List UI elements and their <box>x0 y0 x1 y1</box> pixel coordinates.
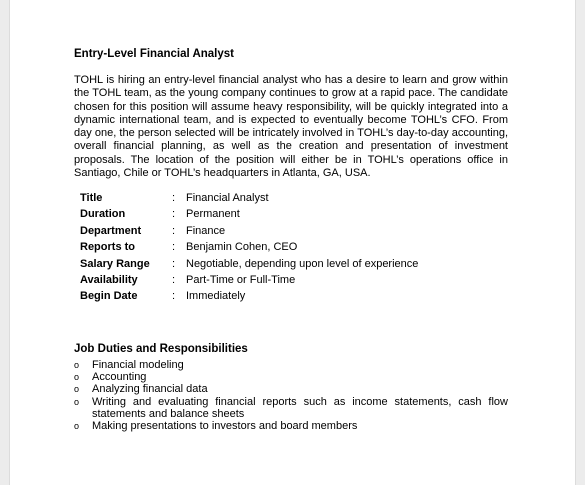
detail-separator: : <box>172 290 176 303</box>
detail-separator: : <box>172 241 176 254</box>
detail-label: Title <box>80 192 103 204</box>
duty-text: Writing and evaluating financial reports such as income statements, cash flow statements and balance sheets <box>92 395 508 420</box>
list-item <box>74 371 508 383</box>
bullet-icon: o <box>74 396 80 407</box>
detail-separator: : <box>172 273 176 286</box>
list-item <box>74 359 508 371</box>
detail-label: Reports to <box>80 241 135 254</box>
bullet-icon: o <box>74 384 80 395</box>
detail-label: Department <box>80 224 142 237</box>
detail-label: Availability <box>80 273 138 286</box>
detail-value: Immediately <box>186 290 246 303</box>
bullet-icon: o <box>74 421 80 432</box>
duties-heading: Job Duties and Responsibilities <box>74 343 248 355</box>
detail-separator: : <box>172 192 176 204</box>
detail-separator: : <box>172 257 176 270</box>
document-page <box>10 0 575 485</box>
list-item <box>74 420 508 432</box>
list-item <box>74 383 508 395</box>
duty-text: Financial modeling <box>92 359 184 371</box>
detail-value: Part-Time or Full-Time <box>186 273 296 286</box>
duties-list <box>74 359 508 432</box>
detail-value: Finance <box>186 224 226 237</box>
detail-value: Benjamin Cohen, CEO <box>186 241 298 254</box>
detail-separator: : <box>172 224 176 237</box>
bullet-icon: o <box>74 360 80 370</box>
duty-text: Accounting <box>92 371 147 384</box>
job-title-heading: Entry-Level Financial Analyst <box>74 48 234 60</box>
duty-text: Analyzing financial data <box>92 383 208 396</box>
detail-value: Permanent <box>186 208 240 221</box>
intro-paragraph: TOHL is hiring an entry-level financial analyst who has a desire to learn and grow within the TOHL team, as the young company continues to grow at a rapid pace. The candidate chosen for this position will assume heavy responsibility, will be quickly integrated into a dynamic international team, and is expected to eventually become TOHL’s CFO. From day one, the person selected will be intricately involved in TOHL’s day-to-day accounting, overall financial planning, as well as the creation and presentation of investment proposals. The location of the position will either be in TOHL’s operations office in Santiago, Chile or TOHL’s headquarters in Atlanta, GA, USA. <box>74 74 508 180</box>
detail-value: Financial Analyst <box>186 192 269 204</box>
detail-value: Negotiable, depending upon level of experience <box>186 257 419 270</box>
detail-label: Salary Range <box>80 257 150 270</box>
list-item <box>74 396 508 420</box>
duty-text: Making presentations to investors and board members <box>92 420 358 433</box>
detail-label: Duration <box>80 208 126 221</box>
detail-label: Begin Date <box>80 290 138 303</box>
detail-separator: : <box>172 208 176 221</box>
bullet-icon: o <box>74 372 80 383</box>
